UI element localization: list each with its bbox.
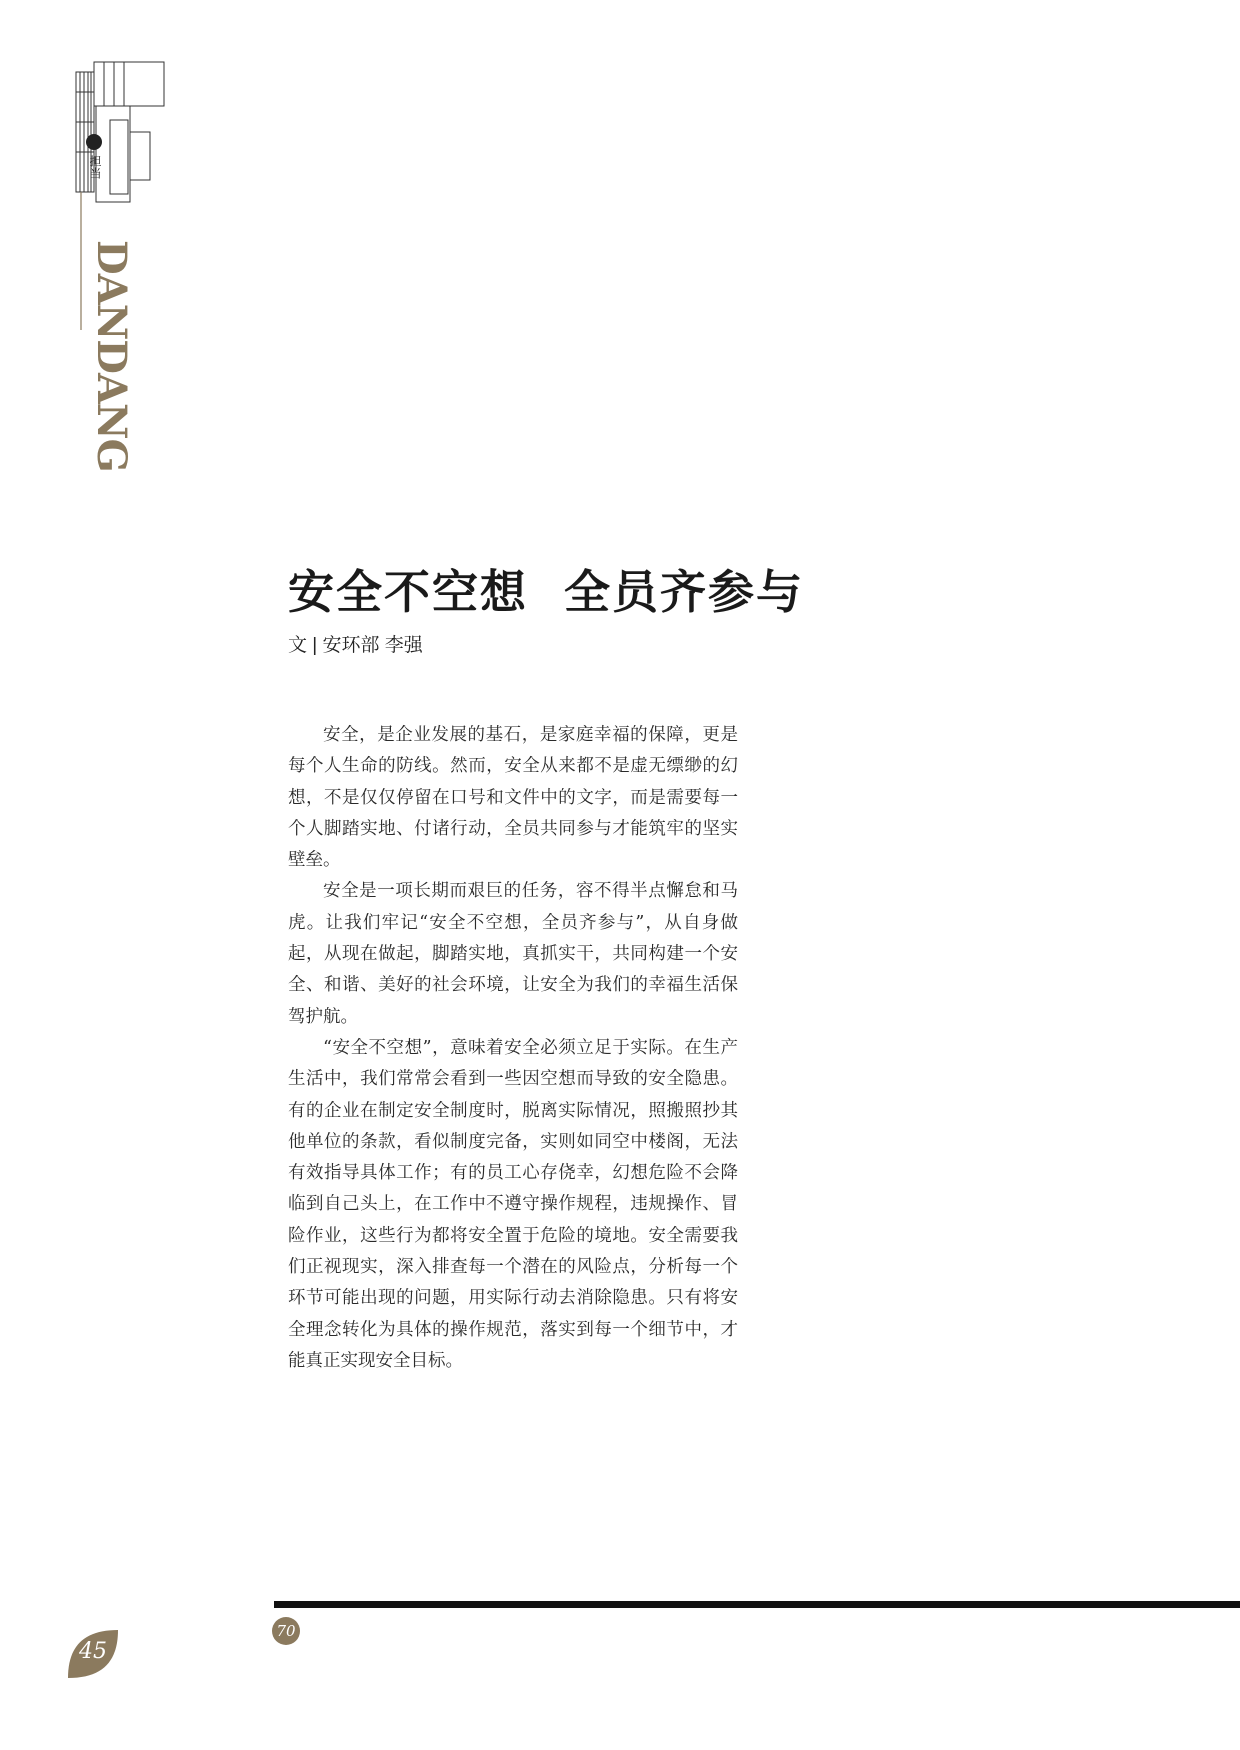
section-label-chinese: 担当 <box>88 155 102 179</box>
lantern-icon <box>86 134 102 150</box>
byline: 文 | 安环部 李强 <box>288 635 423 656</box>
paragraph: 安全是一项长期而艰巨的任务，容不得半点懈怠和马虎。让我们牢记“安全不空想，全员齐参与”，从自身做起，从现在做起，脚踏实地，真抓实干，共同构建一个安全、和谐、美好的社会环境，让安全为我们的幸福生活保驾护航。 <box>288 881 738 1027</box>
paragraph: “安全不空想”，意味着安全必须立足于实际。在生产生活中，我们常常会看到一些因空想而导致的安全隐患。有的企业在制定安全制度时，脱离实际情况，照搬照抄其他单位的条款，看似制度完备，实则如同空中楼阁，无法有效指导具体工作；有的员工心存侥幸，幻想危险不会降临到自己头上，在工作中不遵守操作规程，违规操作、冒险作业，这些行为都将安全置于危险的境地。安全需要我们正视现实，深入排查每一个潜在的风险点，分析每一个环节可能出现的问题，用实际行动去消除隐患。只有将安全理念转化为具体的操作规范，落实到每一个细节中，才能真正实现安全目标。 <box>288 1037 738 1371</box>
article-body <box>288 720 738 1377</box>
footer-rule <box>274 1601 1240 1608</box>
issue-number: 70 <box>276 1622 296 1640</box>
page-number: 45 <box>79 1639 107 1664</box>
section-title-latin: DANDANG <box>88 240 135 472</box>
paragraph: 安全，是企业发展的基石，是家庭幸福的保障，更是每个人生命的防线。然而，安全从来都不是虚无缥缈的幻想，不是仅仅停留在口号和文件中的文字，而是需要每一个人脚踏实地、付诸行动，全员共同参与才能筑牢的坚实壁垒。 <box>288 725 738 871</box>
article-title: 安全不空想 全员齐参与 <box>288 565 805 619</box>
